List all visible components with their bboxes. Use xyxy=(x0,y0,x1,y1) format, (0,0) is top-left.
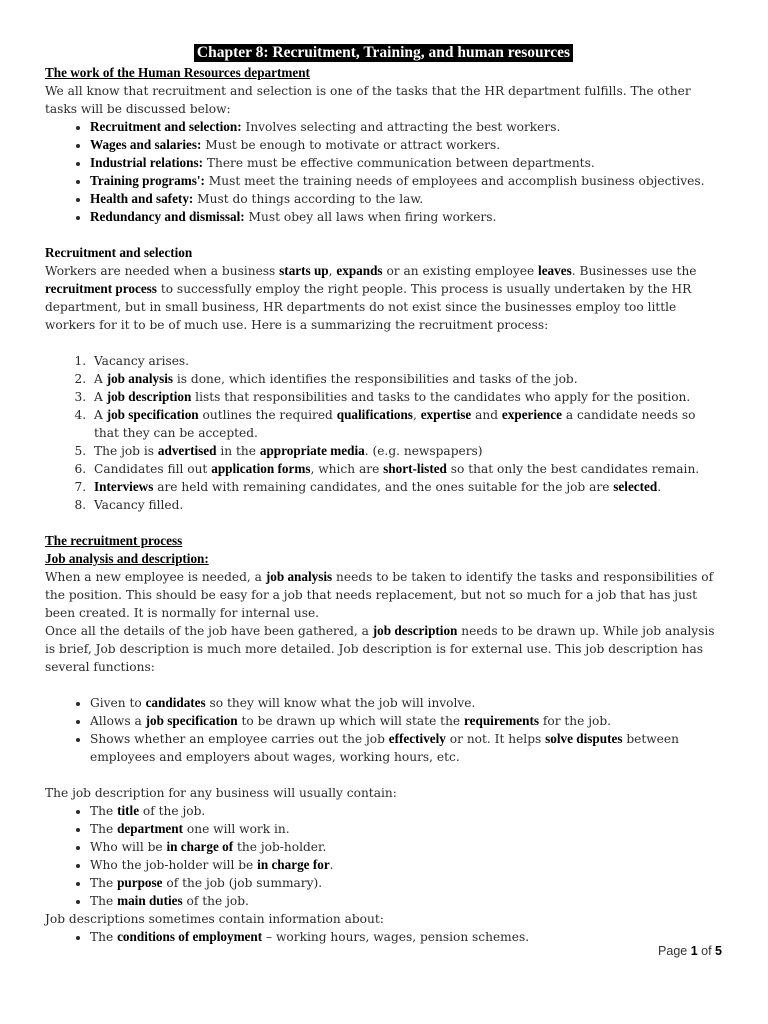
list-item: 4. A job specification outlines the required qualifications, expertise and experience a candidate needs so that they can be accepted. xyxy=(90,406,722,442)
list-item: 5. The job is advertised in the appropriate media. (e.g. newspapers) xyxy=(90,442,722,460)
list-item: 1. Vacancy arises. xyxy=(90,352,722,370)
list-item: • The purpose of the job (job summary). xyxy=(90,874,722,892)
job-description-contents-list xyxy=(45,802,722,910)
optional-contents-list xyxy=(45,928,722,946)
section-heading-recruitment-process: The recruitment process xyxy=(45,533,183,548)
list-item: • Shows whether an employee carries out the job effectively or not. It helps solve disputes between employees and employers about wages, working hours, etc. xyxy=(90,730,722,766)
list-item: • Industrial relations: There must be effective communication between departments. xyxy=(90,154,722,172)
job-analysis-paragraph: When a new employee is needed, a job analysis needs to be taken to identify the tasks and responsibilities of the position. This should be easy for a job that needs replacement, but not so much for a job that has just been created. It is normally for internal use. xyxy=(45,569,714,620)
hr-tasks-list xyxy=(45,118,722,226)
list-item: • The main duties of the job. xyxy=(90,892,722,910)
list-item: • Redundancy and dismissal: Must obey all laws when firing workers. xyxy=(90,208,722,226)
list-item: • Who the job-holder will be in charge for. xyxy=(90,856,722,874)
list-item: • Recruitment and selection: Involves selecting and attracting the best workers. xyxy=(90,118,722,136)
spacer xyxy=(45,676,722,694)
page-number: Page 1 of 5 xyxy=(658,944,722,958)
list-item: 3. A job description lists that responsibilities and tasks to the candidates who apply for the position. xyxy=(90,388,722,406)
section-heading-hr-work: The work of the Human Resources department xyxy=(45,65,310,80)
list-item: • The title of the job. xyxy=(90,802,722,820)
spacer xyxy=(45,514,722,532)
recruitment-steps-list xyxy=(45,352,722,514)
job-description-functions-list xyxy=(45,694,722,766)
list-item: 2. A job analysis is done, which identifies the responsibilities and tasks of the job. xyxy=(90,370,722,388)
list-item: • Health and safety: Must do things according to the law. xyxy=(90,190,722,208)
subheading-job-analysis: Job analysis and description: xyxy=(45,551,209,566)
section-heading-recruitment-selection: Recruitment and selection xyxy=(45,245,193,260)
list-item: 8. Vacancy filled. xyxy=(90,496,722,514)
recruitment-paragraph: Workers are needed when a business starts up, expands or an existing employee leaves. Businesses use the recruitment process to successfully employ the right people. This process is usually undertaken by the HR department, but in small business, HR departments do not exist since the businesses employ too little workers for it to be of much use. Here is a summarizing the recruitment process: xyxy=(45,263,697,332)
list-item: • Who will be in charge of the job-holder. xyxy=(90,838,722,856)
contain-intro: The job description for any business will usually contain: xyxy=(45,786,397,800)
title-wrap xyxy=(45,44,722,62)
hr-intro-paragraph: We all know that recruitment and selection is one of the tasks that the HR department fulfills. The other tasks will be discussed below: xyxy=(45,84,691,116)
chapter-title: Chapter 8: Recruitment, Training, and human resources xyxy=(194,44,573,62)
list-item: 6. Candidates fill out application forms, which are short-listed so that only the best candidates remain. xyxy=(90,460,722,478)
list-item: • The conditions of employment – working hours, wages, pension schemes. xyxy=(90,928,722,946)
sometimes-intro: Job descriptions sometimes contain information about: xyxy=(45,912,384,926)
spacer xyxy=(45,766,722,784)
spacer xyxy=(45,226,722,244)
list-item: • The department one will work in. xyxy=(90,820,722,838)
spacer xyxy=(45,334,722,352)
list-item: 7. Interviews are held with remaining candidates, and the ones suitable for the job are selected. xyxy=(90,478,722,496)
list-item: • Allows a job specification to be drawn up which will state the requirements for the job. xyxy=(90,712,722,730)
list-item: • Wages and salaries: Must be enough to motivate or attract workers. xyxy=(90,136,722,154)
list-item: • Given to candidates so they will know what the job will involve. xyxy=(90,694,722,712)
list-item: • Training programs': Must meet the training needs of employees and accomplish business objectives. xyxy=(90,172,722,190)
job-description-paragraph: Once all the details of the job have been gathered, a job description needs to be drawn up. While job analysis is brief, Job description is much more detailed. Job description is for external use. This job description has several functions: xyxy=(45,623,715,674)
